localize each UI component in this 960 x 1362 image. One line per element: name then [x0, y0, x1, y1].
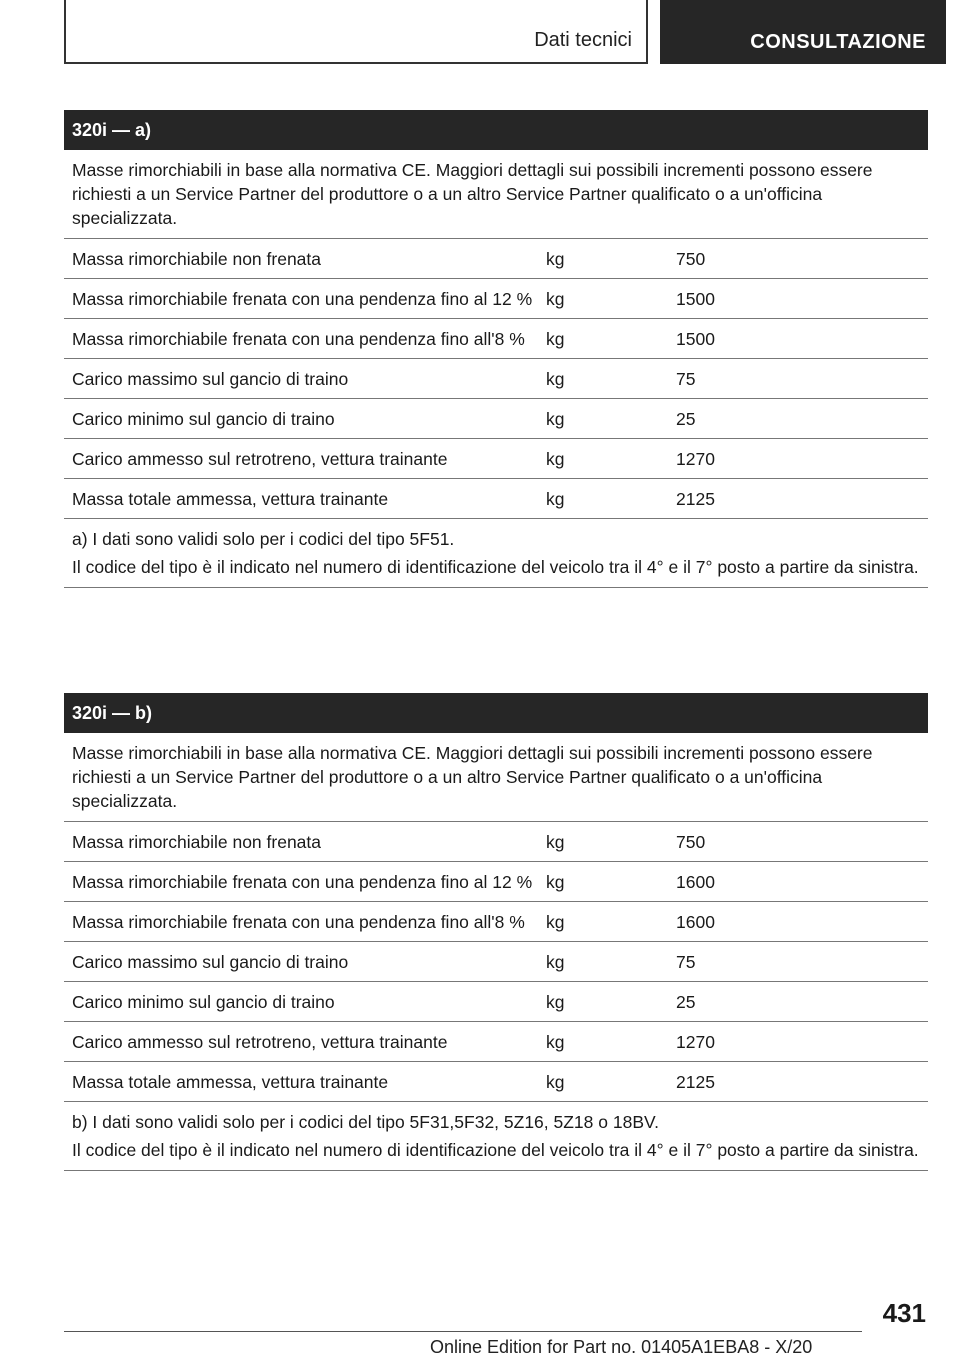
row-label: Massa totale ammessa, vettura trainante: [72, 1072, 389, 1092]
row-value: 2125: [676, 1072, 715, 1092]
row-label: Carico massimo sul gancio di traino: [72, 952, 349, 972]
footnote-type-code: Il codice del tipo è il indicato nel numero di identificazione del veicolo tra il 4° e il 7° posto a partire da sinistra.: [72, 1140, 919, 1160]
table-row: [64, 359, 928, 399]
footnote-scope: b) I dati sono validi solo per i codici del tipo 5F31,5F32, 5Z16, 5Z18 o 18BV.: [72, 1112, 659, 1132]
row-value: 1500: [676, 289, 715, 309]
header-chapter-box: [660, 0, 946, 64]
row-value: 75: [676, 369, 696, 389]
row-label: Massa rimorchiabile frenata con una pendenza fino al 12 %: [72, 289, 533, 309]
row-label: Carico minimo sul gancio di traino: [72, 992, 335, 1012]
table-row: [64, 902, 928, 942]
row-value: 750: [676, 832, 706, 852]
row-label: Carico ammesso sul retrotreno, vettura trainante: [72, 449, 448, 469]
table-row: [64, 1022, 928, 1062]
footnote-scope: a) I dati sono validi solo per i codici del tipo 5F51.: [72, 529, 455, 549]
row-unit: kg: [546, 832, 565, 852]
row-label: Massa rimorchiabile frenata con una pendenza fino al 12 %: [72, 872, 533, 892]
page-number: 431: [882, 1298, 926, 1328]
row-label: Massa rimorchiabile non frenata: [72, 249, 322, 269]
row-label: Carico massimo sul gancio di traino: [72, 369, 349, 389]
footer-edition: Online Edition for Part no. 01405A1EBA8 - X/20: [430, 1337, 813, 1357]
table-row: [64, 279, 928, 319]
block-intro: Masse rimorchiabili in base alla normativa CE. Maggiori dettagli sui possibili incrementi possono essere richiesti a un Service Partner del produttore o a un altro Service Partner qualificato o a un'officina specializzata.: [64, 150, 928, 239]
row-unit: kg: [546, 1032, 565, 1052]
spec-block-a: [64, 110, 928, 588]
block-footnote: [64, 1102, 928, 1171]
row-unit: kg: [546, 409, 565, 429]
row-value: 25: [676, 992, 696, 1012]
row-unit: kg: [546, 249, 565, 269]
table-row: [64, 399, 928, 439]
table-row: [64, 862, 928, 902]
row-value: 75: [676, 952, 696, 972]
row-value: 25: [676, 409, 696, 429]
table-row: [64, 239, 928, 279]
row-value: 1500: [676, 329, 715, 349]
table-row: [64, 982, 928, 1022]
header-section-title: Dati tecnici: [534, 29, 632, 51]
block-title: 320i — b): [64, 693, 928, 733]
table-row: [64, 319, 928, 359]
table-row: [64, 479, 928, 519]
row-unit: kg: [546, 992, 565, 1012]
table-row: [64, 822, 928, 862]
footer-divider: [64, 1331, 862, 1332]
row-value: 750: [676, 249, 706, 269]
row-value: 2125: [676, 489, 715, 509]
row-label: Carico minimo sul gancio di traino: [72, 409, 335, 429]
row-value: 1600: [676, 912, 715, 932]
row-label: Massa rimorchiabile frenata con una pendenza fino all'8 %: [72, 912, 525, 932]
row-label: Massa rimorchiabile non frenata: [72, 832, 322, 852]
header-section-box: [64, 0, 648, 64]
row-value: 1600: [676, 872, 715, 892]
block-intro: Masse rimorchiabili in base alla normativa CE. Maggiori dettagli sui possibili incrementi possono essere richiesti a un Service Partner del produttore o a un altro Service Partner qualificato o a un'officina specializzata.: [64, 733, 928, 822]
block-footnote: [64, 519, 928, 588]
row-unit: kg: [546, 872, 565, 892]
row-unit: kg: [546, 329, 565, 349]
row-label: Massa totale ammessa, vettura trainante: [72, 489, 389, 509]
row-value: 1270: [676, 449, 715, 469]
row-unit: kg: [546, 289, 565, 309]
table-row: [64, 439, 928, 479]
table-row: [64, 942, 928, 982]
row-unit: kg: [546, 952, 565, 972]
footnote-type-code: Il codice del tipo è il indicato nel numero di identificazione del veicolo tra il 4° e il 7° posto a partire da sinistra.: [72, 557, 919, 577]
spec-block-b: [64, 693, 928, 1171]
row-unit: kg: [546, 489, 565, 509]
table-row: [64, 1062, 928, 1102]
block-title: 320i — a): [64, 110, 928, 150]
row-unit: kg: [546, 449, 565, 469]
row-unit: kg: [546, 1072, 565, 1092]
row-unit: kg: [546, 912, 565, 932]
row-label: Massa rimorchiabile frenata con una pendenza fino all'8 %: [72, 329, 525, 349]
row-unit: kg: [546, 369, 565, 389]
header-chapter-title: CONSULTAZIONE: [750, 31, 926, 53]
row-value: 1270: [676, 1032, 715, 1052]
row-label: Carico ammesso sul retrotreno, vettura trainante: [72, 1032, 448, 1052]
